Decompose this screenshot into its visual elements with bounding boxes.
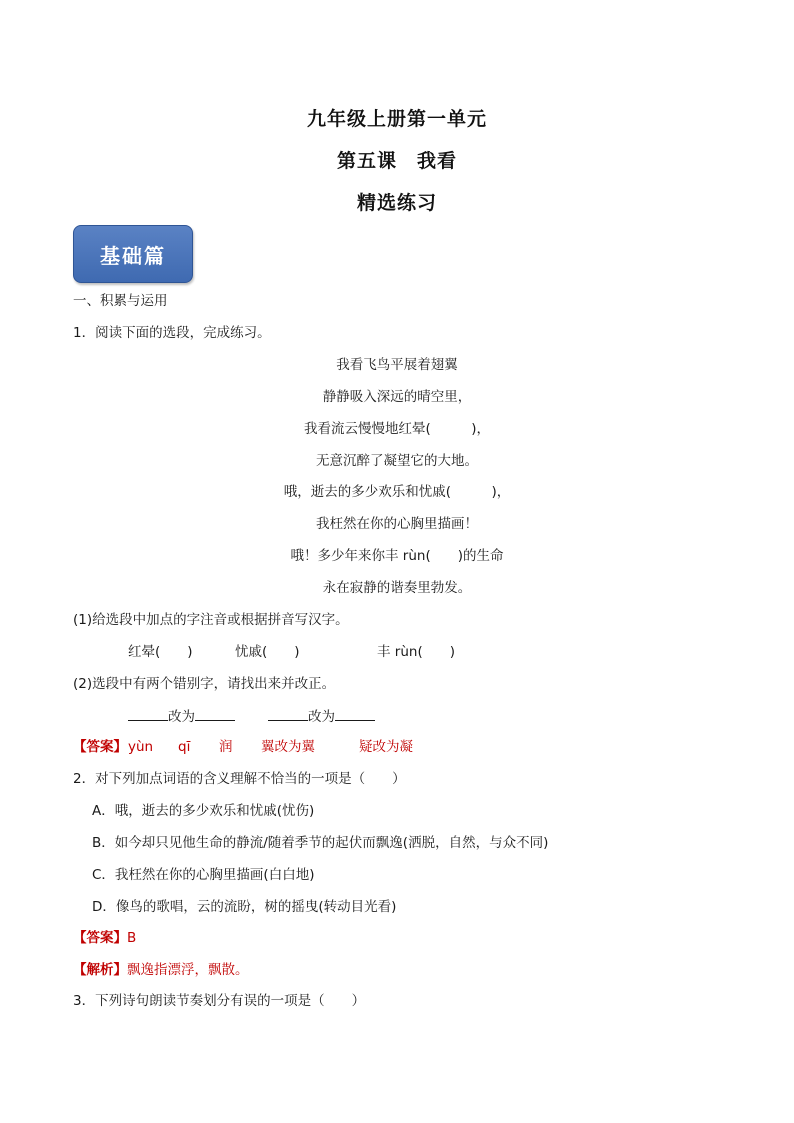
basic-section-badge (73, 225, 193, 283)
answer-value: B (127, 930, 137, 946)
analysis-label: 【解析】 (73, 962, 127, 978)
q1-sub2: (2)选段中有两个错别字，请找出来并改正。 (73, 676, 336, 692)
correction-row-2 (268, 706, 375, 727)
blank-line (268, 706, 308, 721)
change-to-label: 改为 (308, 709, 335, 725)
poem-line: 静静吸入深远的晴空里， (322, 389, 472, 405)
answer-item: yùn (128, 739, 154, 755)
blank-line (128, 706, 168, 721)
blank-line (335, 706, 375, 721)
answer-label: 【答案】 (73, 930, 127, 946)
answer-item: 疑改为凝 (359, 739, 413, 755)
sub1-item: 忧戚( ) (235, 644, 300, 660)
q3-stem: 3．下列诗句朗读节奏划分有误的一项是（ ） (73, 993, 366, 1009)
change-to-label: 改为 (168, 709, 195, 725)
q2-stem: 2．对下列加点词语的含义理解不恰当的一项是（ ） (73, 771, 406, 787)
blank-line (195, 706, 235, 721)
sub1-item: 丰 rùn( ) (377, 644, 455, 660)
q1-stem: 1．阅读下面的选段，完成练习。 (73, 325, 271, 341)
exercise-title: 精选练习 (356, 192, 437, 214)
q2-option-a: A．哦，逝去的多少欢乐和忧戚(忧伤) (92, 803, 315, 819)
q2-option-d: D．像鸟的歌唱，云的流盼，树的摇曳(转动目光看) (92, 899, 397, 915)
answer-item: 润 (219, 739, 233, 755)
analysis-value: 飘逸指漂浮，飘散。 (127, 962, 249, 978)
q2-option-c: C．我枉然在你的心胸里描画(白白地) (92, 867, 315, 883)
lesson-title: 第五课 我看 (336, 150, 457, 172)
answer-item: 翼改为翼 (261, 739, 315, 755)
answer-label: 【答案】 (73, 739, 127, 755)
q2-analysis (73, 960, 249, 980)
poem-line: 无意沉醉了凝望它的大地。 (316, 453, 478, 469)
poem-line: 我看流云慢慢地红晕( )， (303, 421, 491, 437)
poem-line: 哦，逝去的多少欢乐和忧戚( )， (283, 484, 511, 500)
correction-row-1 (128, 706, 235, 727)
q1-answer (73, 737, 127, 757)
q2-option-b: B．如今却只见他生命的静流/随着季节的起伏而飘逸(洒脱，自然，与众不同) (92, 835, 549, 851)
poem-line: 哦！多少年来你丰 rùn( )的生命 (290, 548, 504, 564)
q2-answer (73, 928, 136, 948)
section-heading: 一、积累与运用 (73, 293, 168, 309)
badge-label: 基础篇 (100, 243, 166, 268)
poem-line: 我看飞鸟平展着翅翼 (336, 357, 458, 373)
poem-line: 我枉然在你的心胸里描画！ (316, 516, 478, 532)
poem-line: 永在寂静的谐奏里勃发。 (322, 580, 472, 596)
answer-item: qī (178, 739, 191, 755)
grade-unit-title: 九年级上册第一单元 (306, 108, 487, 130)
q1-sub1: (1)给选段中加点的字注音或根据拼音写汉字。 (73, 612, 349, 628)
sub1-item: 红晕( ) (128, 644, 193, 660)
